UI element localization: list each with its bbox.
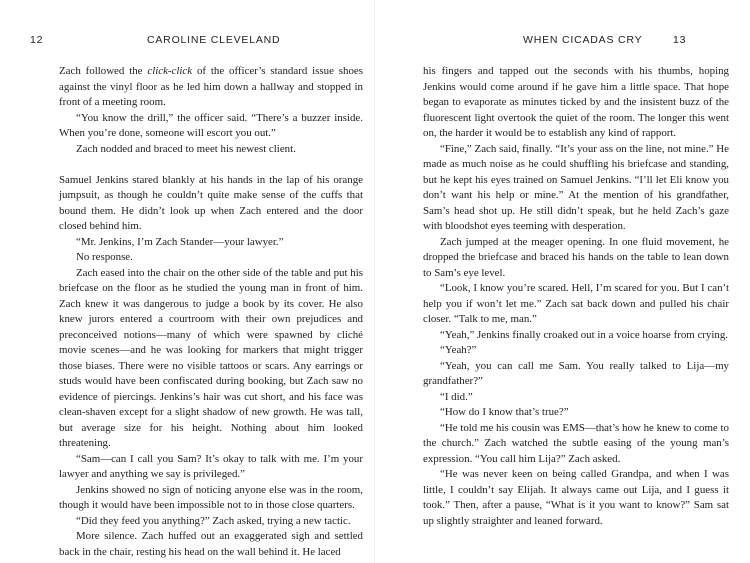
running-head: WHEN CICADAS CRY	[523, 34, 643, 46]
paragraph: “Yeah?”	[440, 344, 477, 356]
paragraph: “I did.”	[440, 390, 473, 403]
paragraph	[59, 64, 363, 111]
paragraph-text: Zach followed the	[59, 65, 148, 77]
running-head: CAROLINE CLEVELAND	[147, 34, 281, 46]
paragraph: “Yeah,” Jenkins finally croaked out in a voice hoarse from crying.	[440, 328, 729, 341]
left-page-body	[59, 64, 363, 560]
paragraph: Jenkins showed no sign of noticing anyone else was in the room, though it would have been impossible not to in those close quarters.	[59, 483, 363, 511]
paragraph: Samuel Jenkins stared blankly at his hands in the lap of his orange jumpsuit, as though he couldn’t quite make sense of the cuffs that bound them. He didn’t look up when Zach entered and the door closed behind him.	[59, 173, 363, 232]
paragraph: “Did they feed you anything?” Zach asked, trying a new tactic.	[76, 514, 351, 527]
paragraph: Zach nodded and braced to meet his newest client.	[76, 142, 296, 155]
page-number: 13	[673, 34, 687, 46]
page-number: 12	[30, 34, 44, 46]
paragraph-text: of the officer’s standard issue shoes against the vinyl floor as he led him down a hallway and stopped in front of a meeting room.	[59, 65, 363, 108]
paragraph: No response.	[76, 251, 133, 263]
left-header	[0, 34, 375, 48]
paragraph: “Mr. Jenkins, I’m Zach Stander—your lawyer.”	[76, 235, 284, 248]
emphasis: click-click	[147, 65, 193, 77]
paragraph: his fingers and tapped out the seconds with his thumbs, hoping Jenkins would come around if he gave him a little space. That hope began to evaporate as minutes ticked by and the insistent buzz of the fluorescent light overtook the quiet of the room. The longer this went on, the harder it would be to establish any kind of rapport.	[423, 65, 729, 139]
paragraph: Zach eased into the chair on the other side of the table and put his briefcase on the floor as he studied the young man in front of him. Zach knew it was dangerous to judge a book by its cover. He also knew jurors entered a courtroom with their own prejudices and preconceived notions—many of which were spawned by cliché movie scenes—and he was looking for markers that might trigger those biases. There were no visible tattoos or scars. Any earrings or studs would have been confiscated during booking, but Zach saw no evidence of piercings. Jenkins’s hair was cut short, and his face was clean-shaven except for a slight shadow of new growth. He was tall, but average size for his height. Nothing about him looked threatening.	[59, 266, 363, 449]
paragraph: “How do I know that’s true?”	[440, 406, 569, 418]
paragraph: “Yeah, you can call me Sam. You really talked to Lija—my grandfather?”	[423, 359, 729, 387]
right-header	[375, 34, 750, 48]
paragraph: “You know the drill,” the officer said. “There’s a buzzer inside. When you’re done, someone will escort you out.”	[59, 111, 363, 139]
paragraph: “Look, I know you’re scared. Hell, I’m scared for you. But I can’t help you if won’t let me.” Zach sat back down and pulled his chair closer. “Talk to me, man.”	[423, 282, 729, 325]
right-page	[375, 0, 750, 563]
paragraph: Zach jumped at the meager opening. In one fluid movement, he dropped the briefcase and braced his hands on the table to lean down to Sam’s eye level.	[423, 235, 729, 279]
paragraph: “He told me his cousin was EMS—that’s how he knew to come to the church.” Zach watched the subtle easing of the young man’s expression. “You call him Lija?” Zach asked.	[423, 421, 729, 465]
right-page-body	[423, 64, 729, 529]
paragraph: “Sam—can I call you Sam? It’s okay to talk with me. I’m your lawyer and anything we say is privileged.”	[59, 452, 363, 480]
paragraph: “He was never keen on being called Grandpa, and when I was little, I couldn’t say Elijah. It always came out Lija, and I guess it took.” Then, after a pause, “What is it you want to know?” Sam sat up slightly straighter and leaned forward.	[423, 468, 729, 527]
paragraph: “Fine,” Zach said, finally. “It’s your ass on the line, not mine.” He made as much noise as he could shuffling his briefcase and standing, but he kept his eyes trained on Samuel Jenkins. “I’ll let Eli know you don’t want his help or mine.” At the mention of his grandfather, Sam’s head shot up. He still didn’t speak, but he held Zach’s gaze with bloodshot eyes teeming with desperation.	[423, 142, 729, 232]
paragraph: More silence. Zach huffed out an exaggerated sigh and settled back in the chair, resting his head on the wall behind it. He laced	[59, 530, 363, 558]
